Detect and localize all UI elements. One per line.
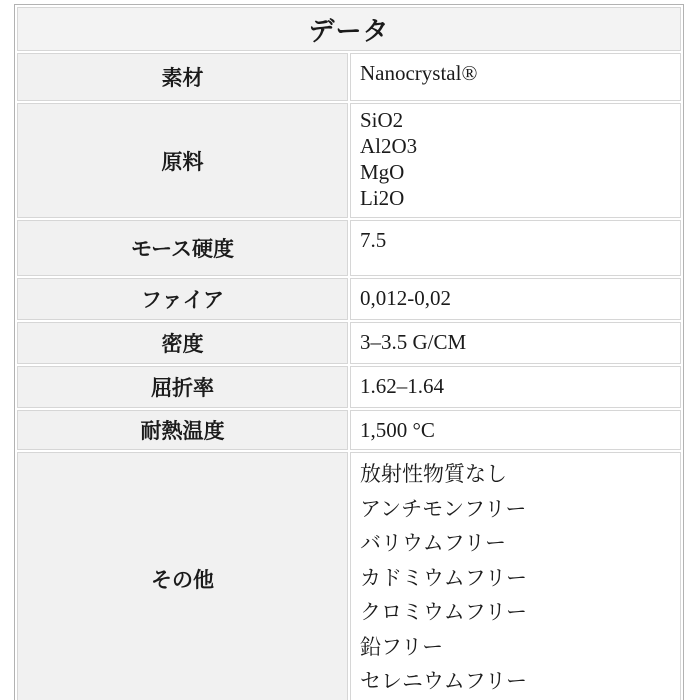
row-value-material: [350, 53, 681, 101]
row-label-raw-materials: 原料: [17, 103, 348, 218]
row-value-heat-resistance: [350, 410, 681, 450]
row-label-refractive-index: 屈折率: [17, 366, 348, 408]
value-line: 放射性物質なし: [360, 462, 507, 486]
row-label-other: その他: [17, 452, 348, 700]
value-line: カドミウムフリー: [360, 565, 527, 590]
row-value-mohs-hardness: [350, 220, 681, 276]
value-line: バリウムフリー: [360, 531, 506, 555]
row-value-fire: [350, 278, 681, 320]
row-label-fire: ファイア: [17, 278, 348, 320]
table-row-refractive-index: [17, 366, 681, 408]
value-line: クロミウムフリー: [360, 600, 527, 624]
value-line: 3–3.5 G/CM: [360, 330, 467, 354]
table-row-mohs-hardness: [17, 220, 681, 276]
value-line: 0,012-0,02: [360, 286, 451, 310]
value-line: Li2O: [360, 186, 405, 210]
value-line: Al2O3: [360, 134, 418, 158]
row-label-density: 密度: [17, 322, 348, 364]
row-value-other: [350, 452, 681, 700]
value-line: セレニウムフリー: [360, 669, 527, 693]
row-label-mohs-hardness: モース硬度: [17, 220, 348, 276]
value-line: 1.62–1.64: [360, 374, 444, 398]
row-value-raw-materials: [350, 103, 681, 218]
row-value-refractive-index: [350, 366, 681, 408]
value-line: Nanocrystal®: [360, 61, 478, 85]
title-row: [17, 7, 681, 51]
row-label-heat-resistance: 耐熱温度: [17, 410, 348, 450]
table-row-density: [17, 322, 681, 364]
table-row-heat-resistance: [17, 410, 681, 450]
row-label-material: 素材: [17, 53, 348, 101]
value-line: SiO2: [360, 108, 404, 132]
table-row-fire: [17, 278, 681, 320]
row-value-density: [350, 322, 681, 364]
table-row-raw-materials: [17, 103, 681, 218]
value-line: 7.5: [360, 228, 387, 252]
table-title: データ: [17, 7, 681, 51]
value-line: 鉛フリー: [360, 634, 444, 659]
table-row-material: [17, 53, 681, 101]
value-line: 1,500 °C: [360, 418, 435, 442]
spec-table: [14, 4, 684, 700]
value-line: アンチモンフリー: [360, 496, 527, 521]
value-line: MgO: [360, 160, 405, 184]
table-row-other: [17, 452, 681, 700]
